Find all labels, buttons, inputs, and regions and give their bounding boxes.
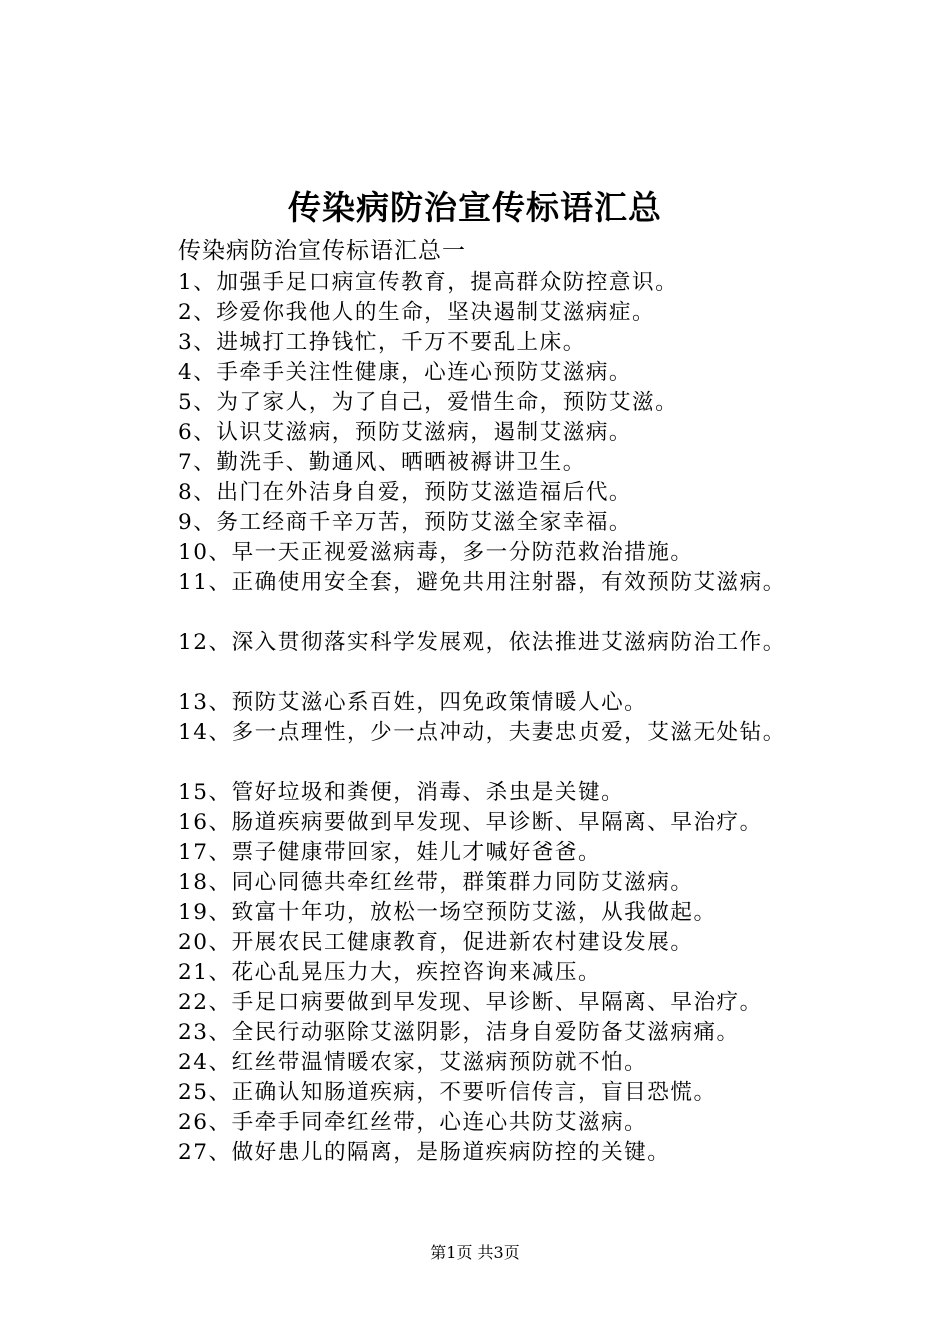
slogan-item: 14、多一点理性，少一点冲动，夫妻忠贞爱，艾滋无处钻。 bbox=[178, 720, 786, 745]
slogan-item: 16、肠道疾病要做到早发现、早诊断、早隔离、早治疗。 bbox=[178, 810, 763, 835]
slogan-item: 7、勤洗手、勤通风、晒晒被褥讲卫生。 bbox=[178, 450, 586, 475]
page-number-footer: 第1页 共3页 bbox=[430, 1243, 520, 1262]
slogan-item: 10、早一天正视爱滋病毒，多一分防范救治措施。 bbox=[178, 540, 694, 565]
slogan-item: 3、进城打工挣钱忙，千万不要乱上床。 bbox=[178, 330, 586, 355]
slogan-item: 11、正确使用安全套，避免共用注射器，有效预防艾滋病。 bbox=[178, 570, 786, 595]
slogan-item: 15、管好垃圾和粪便，消毒、杀虫是关键。 bbox=[178, 780, 625, 805]
slogan-item: 21、花心乱晃压力大，疾控咨询来减压。 bbox=[178, 960, 602, 985]
slogan-item: 5、为了家人，为了自己，爱惜生命，预防艾滋。 bbox=[178, 390, 679, 415]
slogan-item: 22、手足口病要做到早发现、早诊断、早隔离、早治疗。 bbox=[178, 990, 763, 1015]
slogan-item: 25、正确认知肠道疾病，不要听信传言，盲目恐慌。 bbox=[178, 1080, 717, 1105]
slogan-item: 13、预防艾滋心系百姓，四免政策情暖人心。 bbox=[178, 690, 648, 715]
slogan-item: 17、票子健康带回家，娃儿才喊好爸爸。 bbox=[178, 840, 602, 865]
slogan-item: 2、珍爱你我他人的生命，坚决遏制艾滋病症。 bbox=[178, 300, 656, 325]
slogan-item: 9、务工经商千辛万苦，预防艾滋全家幸福。 bbox=[178, 510, 633, 535]
slogan-item: 20、开展农民工健康教育，促进新农村建设发展。 bbox=[178, 930, 694, 955]
slogan-item: 1、加强手足口病宣传教育，提高群众防控意识。 bbox=[178, 270, 679, 295]
slogan-list bbox=[178, 268, 878, 1168]
slogan-item: 27、做好患儿的隔离，是肠道疾病防控的关键。 bbox=[178, 1140, 671, 1165]
document-title: 传染病防治宣传标语汇总 bbox=[288, 188, 662, 227]
slogan-item: 4、手牵手关注性健康，心连心预防艾滋病。 bbox=[178, 360, 633, 385]
slogan-item: 26、手牵手同牵红丝带，心连心共防艾滋病。 bbox=[178, 1110, 648, 1135]
document-subtitle: 传染病防治宣传标语汇总一 bbox=[178, 238, 466, 264]
slogan-item: 18、同心同德共牵红丝带，群策群力同防艾滋病。 bbox=[178, 870, 694, 895]
slogan-item: 24、红丝带温情暖农家，艾滋病预防就不怕。 bbox=[178, 1050, 648, 1075]
slogan-item: 19、致富十年功，放松一场空预防艾滋，从我做起。 bbox=[178, 900, 717, 925]
slogan-item: 8、出门在外洁身自爱，预防艾滋造福后代。 bbox=[178, 480, 633, 505]
slogan-item: 12、深入贯彻落实科学发展观，依法推进艾滋病防治工作。 bbox=[178, 630, 786, 655]
slogan-item: 6、认识艾滋病，预防艾滋病，遏制艾滋病。 bbox=[178, 420, 633, 445]
slogan-item: 23、全民行动驱除艾滋阴影，洁身自爱防备艾滋病痛。 bbox=[178, 1020, 740, 1045]
